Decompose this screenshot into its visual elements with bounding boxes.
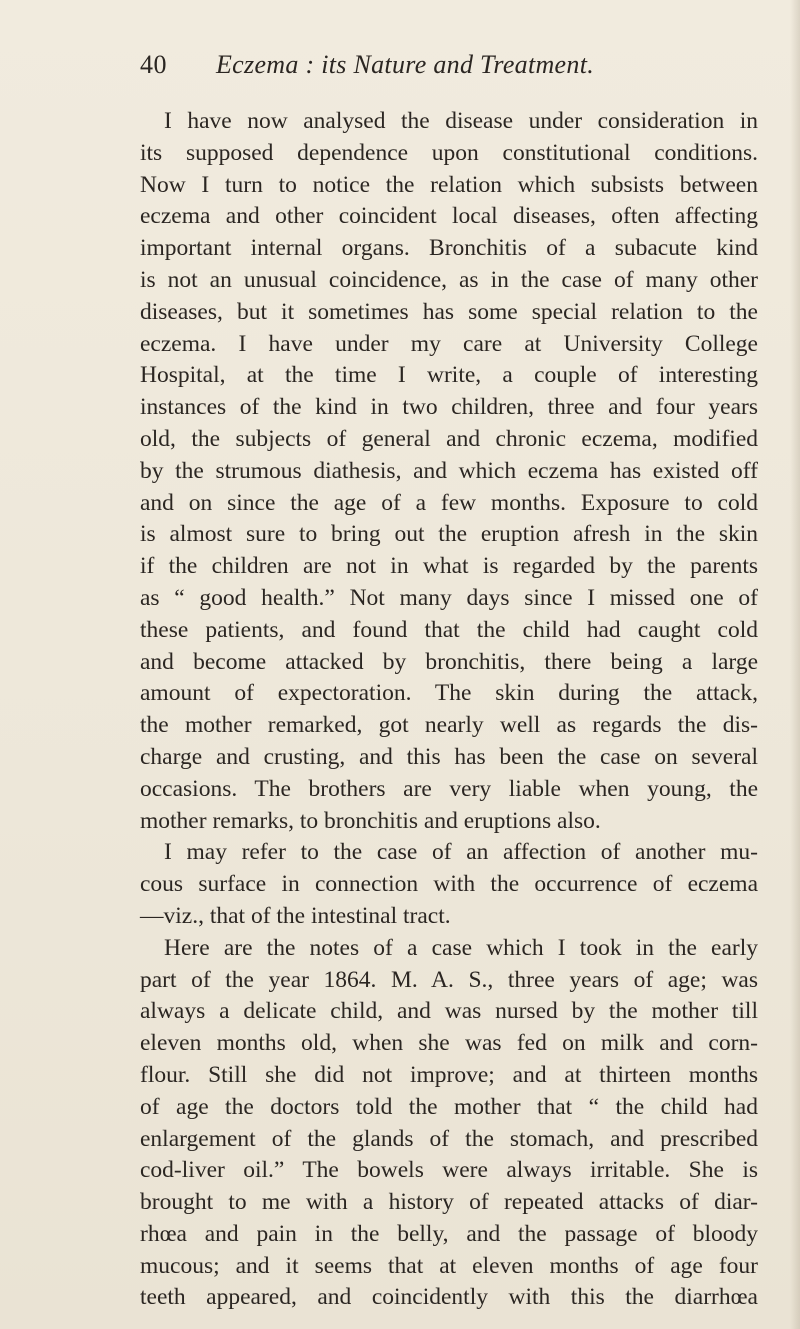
page-header <box>140 50 760 90</box>
text-line: these patients, and found that the child had caught cold <box>140 616 758 643</box>
text-line: Here are the notes of a case which I took in the early <box>164 934 758 961</box>
running-head: Eczema : its Nature and Treatment. <box>216 50 595 79</box>
text-line: —viz., that of the intestinal tract. <box>140 902 451 929</box>
text-line: if the children are not in what is regarded by the parents <box>140 553 758 580</box>
text-line: I may refer to the case of an affection of another mu- <box>164 839 758 866</box>
text-line: instances of the kind in two children, three and four years <box>140 394 758 421</box>
text-line: enlargement of the glands of the stomach, and prescribed <box>140 1125 758 1152</box>
text-line: diseases, but it sometimes has some special relation to the <box>140 298 758 325</box>
paragraph-1 <box>140 106 758 837</box>
text-line: mother remarks, to bronchitis and eruptions also. <box>140 807 601 834</box>
text-line: is not an unusual coincidence, as in the case of many other <box>140 266 758 293</box>
body-text <box>140 106 758 1314</box>
text-line: by the strumous diathesis, and which eczema has existed off <box>140 457 758 484</box>
text-line: the mother remarked, got nearly well as regards the dis- <box>140 712 758 739</box>
text-line: cod-liver oil.” The bowels were always irritable. She is <box>140 1157 758 1184</box>
text-line: part of the year 1864. M. A. S., three years of age; was <box>140 966 758 993</box>
text-line: brought to me with a history of repeated attacks of diar- <box>140 1189 758 1216</box>
text-line: occasions. The brothers are very liable when young, the <box>140 775 758 802</box>
text-line: teeth appeared, and coincidently with this the diarrhœa <box>140 1284 758 1311</box>
text-line: Hospital, at the time I write, a couple of interesting <box>140 362 758 389</box>
text-line: as “ good health.” Not many days since I missed one of <box>140 584 758 611</box>
page-number: 40 <box>140 50 167 79</box>
text-line: eczema. I have under my care at University College <box>140 330 758 357</box>
text-line: charge and crusting, and this has been the case on several <box>140 743 758 770</box>
page-edge-shadow <box>790 0 800 1329</box>
text-line: eleven months old, when she was fed on milk and corn- <box>140 1030 758 1057</box>
text-line: amount of expectoration. The skin during the attack, <box>140 680 758 707</box>
text-line: important internal organs. Bronchitis of a subacute kind <box>140 235 758 262</box>
text-line: Now I turn to notice the relation which subsists between <box>140 171 758 198</box>
text-line: always a delicate child, and was nursed by the mother till <box>140 998 758 1025</box>
text-line: of age the doctors told the mother that “ the child had <box>140 1093 758 1120</box>
text-line: I have now analysed the disease under consideration in <box>164 108 758 134</box>
paragraph-3 <box>140 933 758 1315</box>
text-line: and become attacked by bronchitis, there being a large <box>140 648 758 675</box>
text-line: its supposed dependence upon constitutional conditions. <box>140 139 758 166</box>
paragraph-2 <box>140 837 758 932</box>
text-line: flour. Still she did not improve; and at thirteen months <box>140 1061 758 1088</box>
text-line: is almost sure to bring out the eruption afresh in the skin <box>140 521 758 548</box>
text-line: rhœa and pain in the belly, and the passage of bloody <box>140 1220 758 1247</box>
text-line: cous surface in connection with the occurrence of eczema <box>140 871 758 898</box>
text-line: and on since the age of a few months. Exposure to cold <box>140 489 758 516</box>
text-line: eczema and other coincident local diseases, often affecting <box>140 203 758 230</box>
text-line: old, the subjects of general and chronic eczema, modified <box>140 425 758 452</box>
text-line: mucous; and it seems that at eleven months of age four <box>140 1252 758 1279</box>
